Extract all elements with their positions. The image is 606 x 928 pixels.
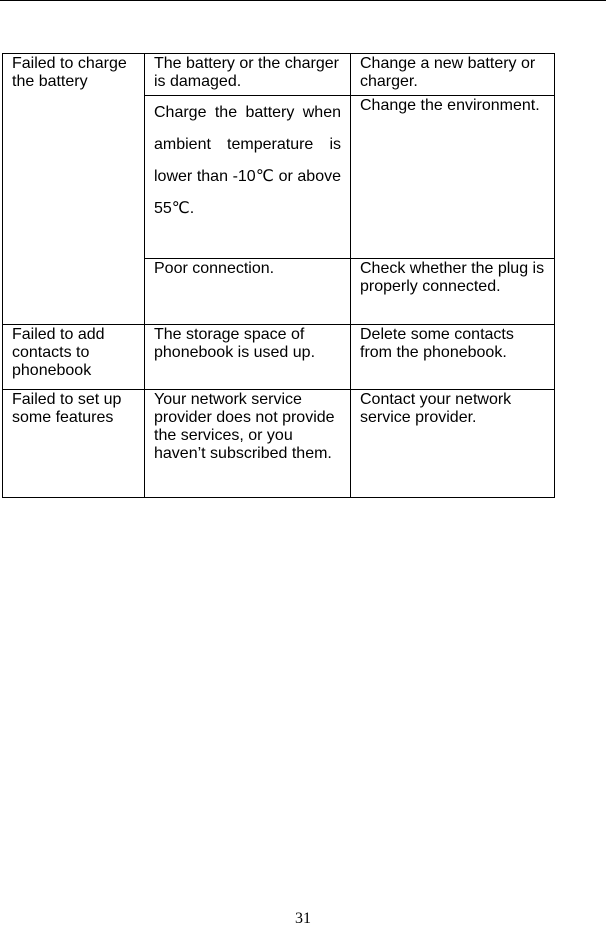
- solution-cell: Check whether the plug is properly connected.: [351, 259, 555, 325]
- table-row: [3, 325, 555, 390]
- table-row: [3, 390, 555, 498]
- page-number: 31: [295, 910, 311, 927]
- troubleshooting-table: [2, 53, 555, 498]
- cause-cell: The storage space of phonebook is used up.: [145, 325, 351, 390]
- solution-cell: Change a new battery or charger.: [351, 54, 555, 96]
- solution-cell: Contact your network service provider.: [351, 390, 555, 498]
- solution-cell: Change the environment.: [351, 96, 555, 259]
- cause-cell: The battery or the charger is damaged.: [145, 54, 351, 96]
- problem-cell: Failed to add contacts to phonebook: [3, 325, 145, 390]
- problem-cell: Failed to set up some features: [3, 390, 145, 498]
- cause-text-tail: 55℃.: [154, 200, 195, 217]
- top-rule: [0, 0, 606, 1]
- cause-cell: [145, 96, 351, 259]
- cause-cell: Poor connection.: [145, 259, 351, 325]
- cause-text: Charge the battery when ambient temperature is lower than -10℃ or above: [154, 104, 341, 185]
- cause-cell: Your network service provider does not provide the services, or you haven’t subscribed them.: [145, 390, 351, 498]
- solution-cell: Delete some contacts from the phonebook.: [351, 325, 555, 390]
- problem-cell: Failed to charge the battery: [3, 54, 145, 325]
- table-row: [3, 54, 555, 96]
